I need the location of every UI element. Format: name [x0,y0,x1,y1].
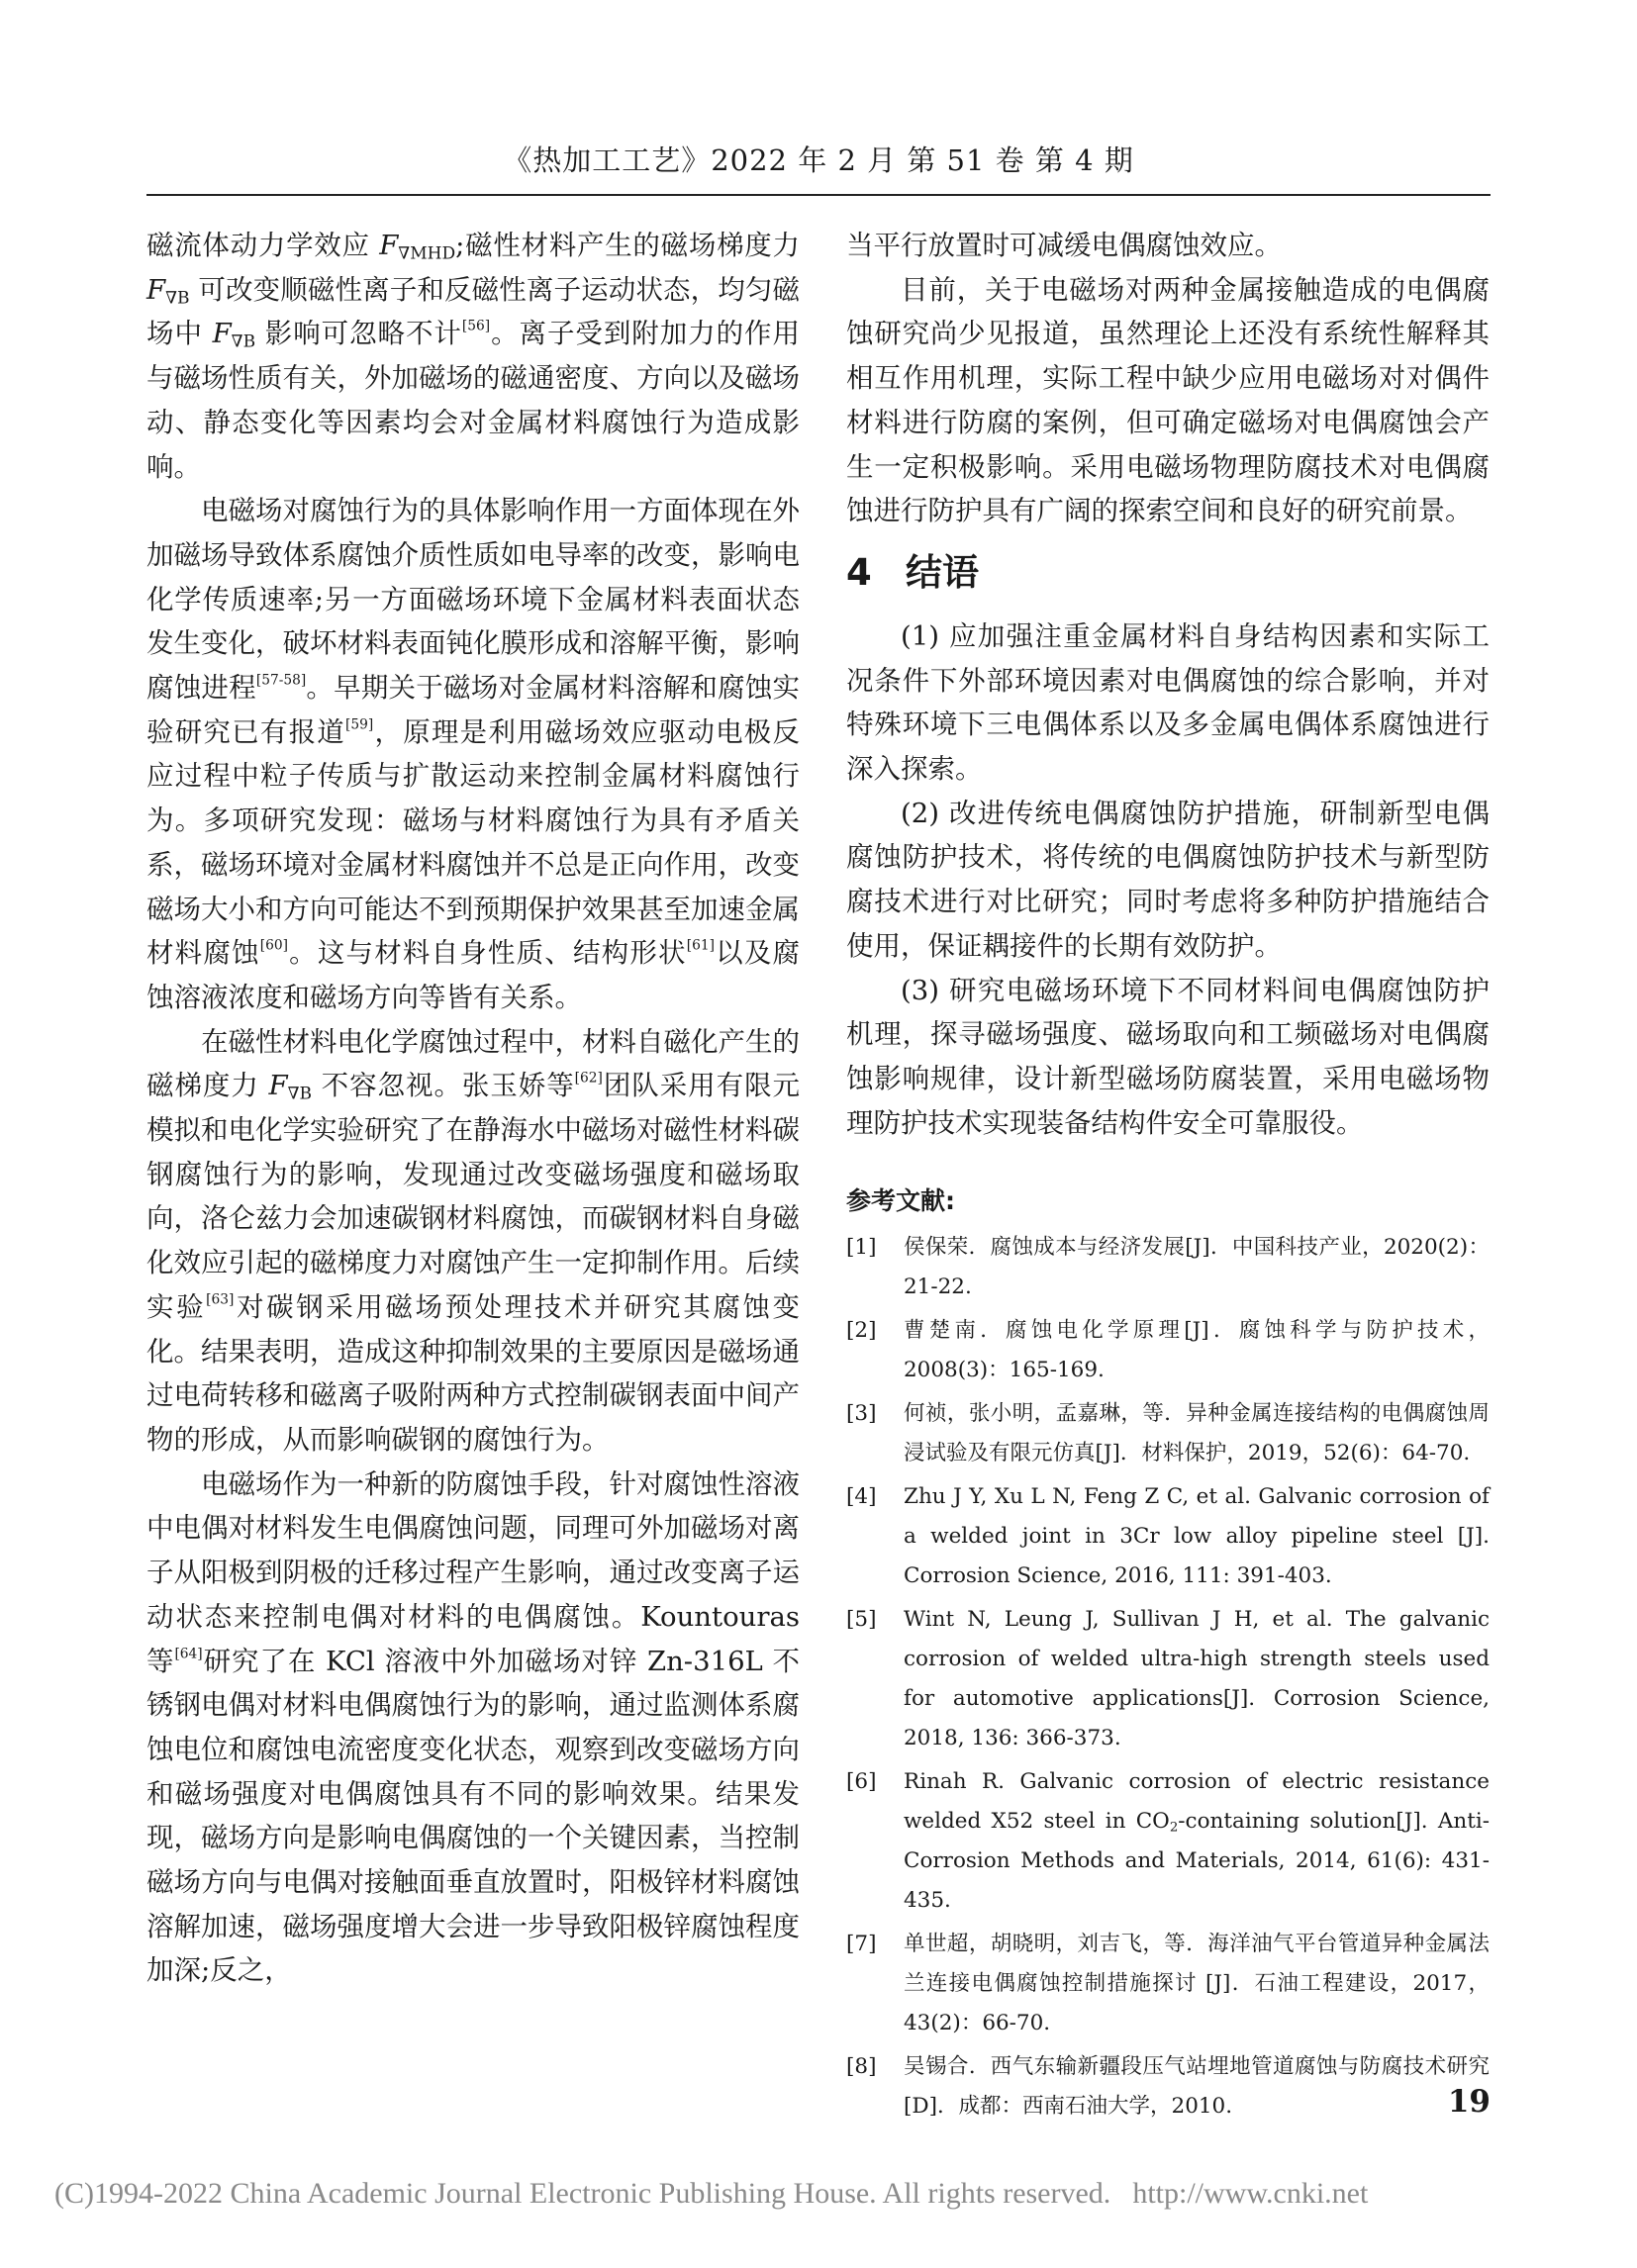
body-paragraph: 当平行放置时可减缓电偶腐蚀效应。 [846,230,1282,261]
right-column [846,224,1490,2126]
body-paragraph: 电磁场作为一种新的防腐蚀手段，针对腐蚀性溶液中电偶对材料发生电偶腐蚀问题，同理可外加磁场对离子从阳极到阴极的迁移过程产生影响，通过改变离子运动状态来控制电偶对材料的电偶腐蚀。Kountouras 等[64]研究了在 KCl 溶液中外加磁场对锌 Zn-316L 不锈钢电偶对材料电偶腐蚀行为的影响，通过监测体系腐蚀电位和腐蚀电流密度变化状态，观察到改变磁场方向和磁场强度对电偶腐蚀具有不同的影响效果。结果发现，磁场方向是影响电偶腐蚀的一个关键因素，当控制磁场方向与电偶对接触面垂直放置时，阳极锌材料腐蚀溶解加速，磁场强度增大会进一步导致阳极锌腐蚀程度加深;反之， [146,1467,801,1987]
citation: [63] [206,1291,235,1308]
body-paragraph: 在磁性材料电化学腐蚀过程中，材料自磁化产生的磁梯度力 $F_{\nabla B}$ 不容忽视。张玉娇等[62]团队采用有限元模拟和电化学实验研究了在静海水中磁场对磁性材料碳钢腐蚀行为的影响，发现通过改变磁场强度和磁场取向，洛仑兹力会加速碳钢材料腐蚀，而碳钢材料自身磁化效应引起的磁梯度力对腐蚀产生一定抑制作用。后续实验[63]对碳钢采用磁场预处理技术并研究其腐蚀变化。结果表明，造成这种抑制效果的主要原因是磁场通过电荷转移和磁离子吸附两种方式控制碳钢表面中间产物的形成，从而影响碳钢的腐蚀行为。 [146,1025,801,1456]
copyright-footer [54,2177,1368,2211]
conclusion-item: (1) 应加强注重金属材料自身结构因素和实际工况条件下外部环境因素对电偶腐蚀的综合影响，并对特殊环境下三电偶体系以及多金属电偶体系腐蚀进行深入探索。 [846,619,1490,786]
header-rule [146,194,1491,196]
reference-item: [5] Wint N, Leung J, Sullivan J H, et al. The galvanic corrosion of welded ultra-high strength steels used for automotive applications[J]. Corrosion Science, 2018, 136: 366-373. [846,1607,1490,1751]
citation: [57-58] [255,672,307,689]
references-heading: 参考文献: [846,1186,955,1216]
left-column [146,224,800,1993]
reference-item: [4] Zhu J Y, Xu L N, Feng Z C, et al. Galvanic corrosion of a welded joint in 3Cr low alloy pipeline steel [J]. Corrosion Science, 2016, 111: 391-403. [846,1484,1490,1589]
citation: [61] [686,937,715,954]
conclusion-item: (2) 改进传统电偶腐蚀防护措施，研制新型电偶腐蚀防护技术，将传统的电偶腐蚀防护技术与新型防腐技术进行对比研究；同时考虑将多种防护措施结合使用，保证耦接件的长期有效防护。 [846,797,1490,962]
citation: [60] [259,937,288,954]
reference-item: [3] 何祯，张小明，孟嘉琳，等．异种金属连接结构的电偶腐蚀周浸试验及有限元仿真[J]．材料保护，2019，52(6)：64-70. [846,1401,1490,1466]
citation: [64] [174,1646,203,1662]
section-number: 4 [846,550,872,594]
citation: [56] [461,319,491,335]
reference-list [846,1228,1490,2126]
section-title: 结语 [906,550,979,594]
reference-item: [7] 单世超，胡晓明，刘吉飞，等．海洋油气平台管道异种金属法兰连接电偶腐蚀控制措施探讨 [J]．石油工程建设，2017，43(2)：66-70. [846,1932,1490,2036]
copyright-text: (C)1994-2022 China Academic Journal Electronic Publishing House. All rights reserved. [54,2177,1111,2210]
reference-item: [8] 吴锡合．西气东输新疆段压气站埋地管道腐蚀与防腐技术研究[D]．成都：西南石油大学，2010. [846,2054,1490,2120]
reference-item: [1] 侯保荣．腐蚀成本与经济发展[J]．中国科技产业，2020(2)：21-22. [846,1235,1490,1300]
page-number: 19 [1447,2084,1491,2120]
citation: [62] [574,1070,603,1087]
running-header: 《热加工工艺》2022 年 2 月 第 51 卷 第 4 期 [503,143,1134,177]
reference-item: [6] Rinah R. Galvanic corrosion of electric resistance welded X52 steel in $CO_2$-containing solution[J]. Anti-Corrosion Methods and Materials, 2014, 61(6): 431-435. [846,1769,1490,1914]
reference-item: [2] 曹楚南．腐蚀电化学原理[J]．腐蚀科学与防护技术，2008(3)：165-169. [846,1318,1490,1383]
footer-url[interactable]: http://www.cnki.net [1132,2177,1369,2210]
body-paragraph: 磁流体动力学效应 $F_{\nabla MHD}$;磁性材料产生的磁场梯度力 $F_{\nabla B}$ 可改变顺磁性离子和反磁性离子运动状态，均匀磁场中 $F_{\nabla B}$ 影响可忽略不计[56]。离子受到附加力的作用与磁场性质有关，外加磁场的磁通密度、方向以及磁场动、静态变化等因素均会对金属材料腐蚀行为造成影响。 [146,230,801,483]
section-heading [846,551,1490,595]
body-paragraph: 电磁场对腐蚀行为的具体影响作用一方面体现在外加磁场导致体系腐蚀介质性质如电导率的改变，影响电化学传质速率;另一方面磁场环境下金属材料表面状态发生变化，破坏材料表面钝化膜形成和溶解平衡，影响腐蚀进程[57-58]。早期关于磁场对金属材料溶解和腐蚀实验研究已有报道[59]，原理是利用磁场效应驱动电极反应过程中粒子传质与扩散运动来控制金属材料腐蚀行为。多项研究发现：磁场与材料腐蚀行为具有矛盾关系，磁场环境对金属材料腐蚀并不总是正向作用，改变磁场大小和方向可能达不到预期保护效果甚至加速金属材料腐蚀[60]。这与材料自身性质、结构形状[61]以及腐蚀溶液浓度和磁场方向等皆有关系。 [146,495,801,1013]
conclusion-item: (3) 研究电磁场环境下不同材料间电偶腐蚀防护机理，探寻磁场强度、磁场取向和工频磁场对电偶腐蚀影响规律，设计新型磁场防腐装置，采用电磁场物理防护技术实现装备结构件安全可靠服役。 [846,974,1490,1139]
citation: [59] [345,716,374,733]
body-paragraph: 目前，关于电磁场对两种金属接触造成的电偶腐蚀研究尚少见报道，虽然理论上还没有系统性解释其相互作用机理，实际工程中缺少应用电磁场对对偶件材料进行防腐的案例，但可确定磁场对电偶腐蚀会产生一定积极影响。采用电磁场物理防腐技术对电偶腐蚀进行防护具有广阔的探索空间和良好的研究前景。 [846,273,1490,527]
